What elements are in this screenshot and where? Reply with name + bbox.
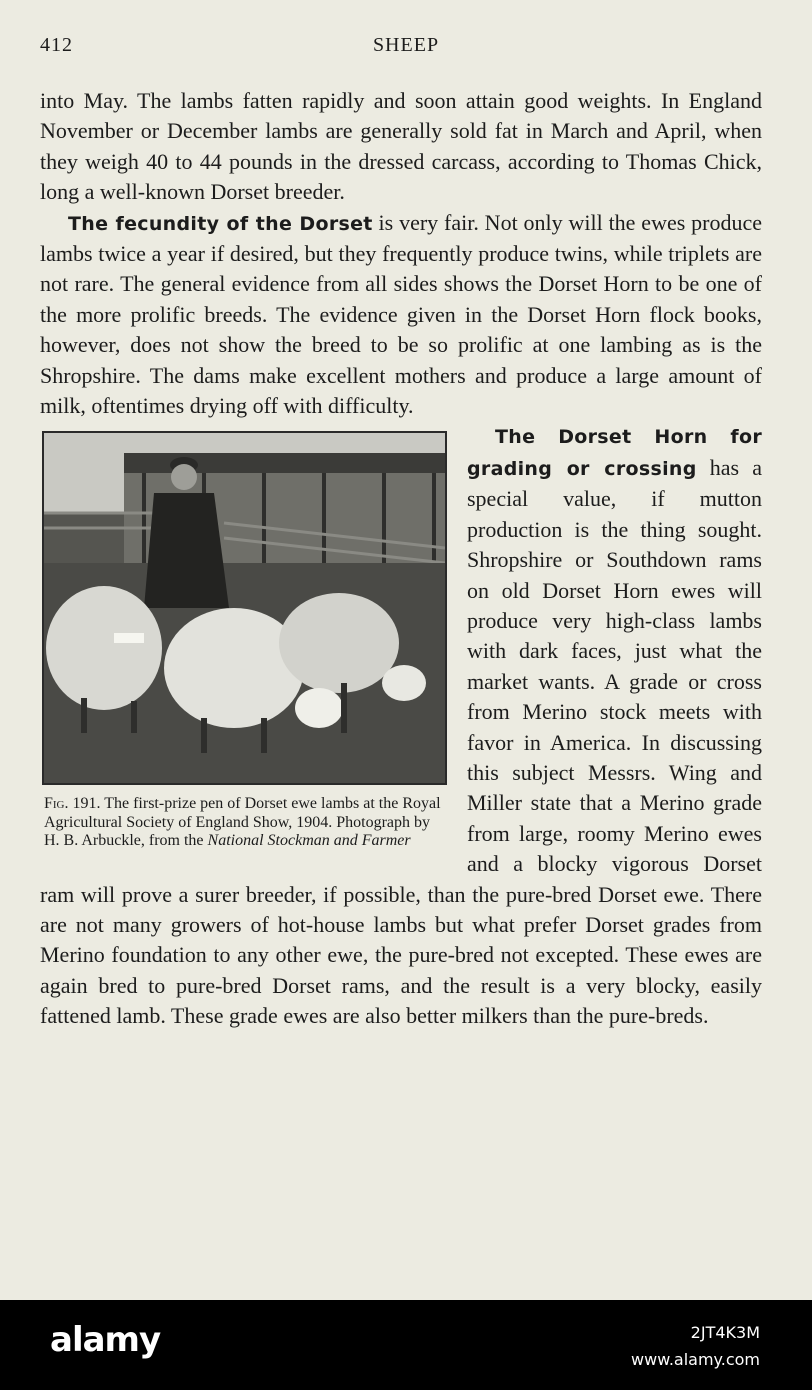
paragraph-2 bbox=[40, 208, 762, 422]
watermark-bar bbox=[0, 1300, 812, 1390]
figure-label: Fig. 191. bbox=[44, 795, 101, 813]
paragraph-2-body: is very fair. Not only will the ewes produce lambs twice a year if desired, but they frequently produce twins, while triplets are not rare. The general evidence from all sides shows the Dorset Horn to be one of the more prolific breeds. The evidence given in the Dorset Horn flock books, however, does not show the breed to be so prolific at one lambing as is the Shropshire. The dams make excellent mothers and produce a large amount of milk, oftentimes drying off with difficulty. bbox=[40, 209, 762, 419]
paragraph-3-body: has a special value, if mutton production is the thing sought. Shropshire or Southdown rams on old Dorset Horn ewes will produce very high-class lambs with dark faces, just what the market wants. A grade or cross from Merino stock meets with favor in America. In discussing this subject Messrs. Wing and Miller state that a Merino grade from large, roomy Merino ewes and a blocky vigorous Dorset ram will prove a surer breeder, if possible, than the pure-bred Dorset ewe. There are not many growers of hot-house lambs but what prefer Dorset grades from Merino foundation to any other ewe, the pure-bred not excepted. These ewes are again bred to pure-bred Dorset rams, and the result is a very blocky, easily fattened lamb. These grade ewes are also better milkers than the pure-breds. bbox=[40, 454, 762, 1029]
image-id: 2JT4K3M bbox=[690, 1323, 760, 1342]
paragraph-2-lead: The fecundity of the Dorset bbox=[68, 212, 373, 235]
figure-191 bbox=[42, 431, 447, 851]
paragraph-3-lead: The Dorset Horn for grading or crossing bbox=[467, 426, 762, 480]
sheep-photo bbox=[42, 431, 447, 785]
page-header bbox=[40, 34, 772, 62]
paragraph-1: into May. The lambs fatten rapidly and soon attain good weights. In England November or December lambs are generally sold fat in March and April, when they weigh 40 to 44 pounds in the dressed carcass, according to Thomas Chick, long a well-known Dorset breeder. bbox=[40, 88, 762, 205]
sheep-photo-illustration bbox=[44, 433, 445, 783]
body-text bbox=[40, 86, 762, 1032]
figure-source-title: National Stockman and Farmer bbox=[207, 832, 411, 850]
image-url: www.alamy.com bbox=[631, 1350, 760, 1369]
figure-caption bbox=[42, 795, 447, 851]
watermark-logo: alamy bbox=[50, 1320, 161, 1360]
page-number: 412 bbox=[40, 34, 73, 56]
figure-caption-text: The first-prize pen of Dorset ewe lambs at the Royal Agricultural Society of England Show, 1904. Photograph by H. B. Arbuckle, from the bbox=[44, 795, 441, 850]
running-head: SHEEP bbox=[372, 34, 440, 56]
